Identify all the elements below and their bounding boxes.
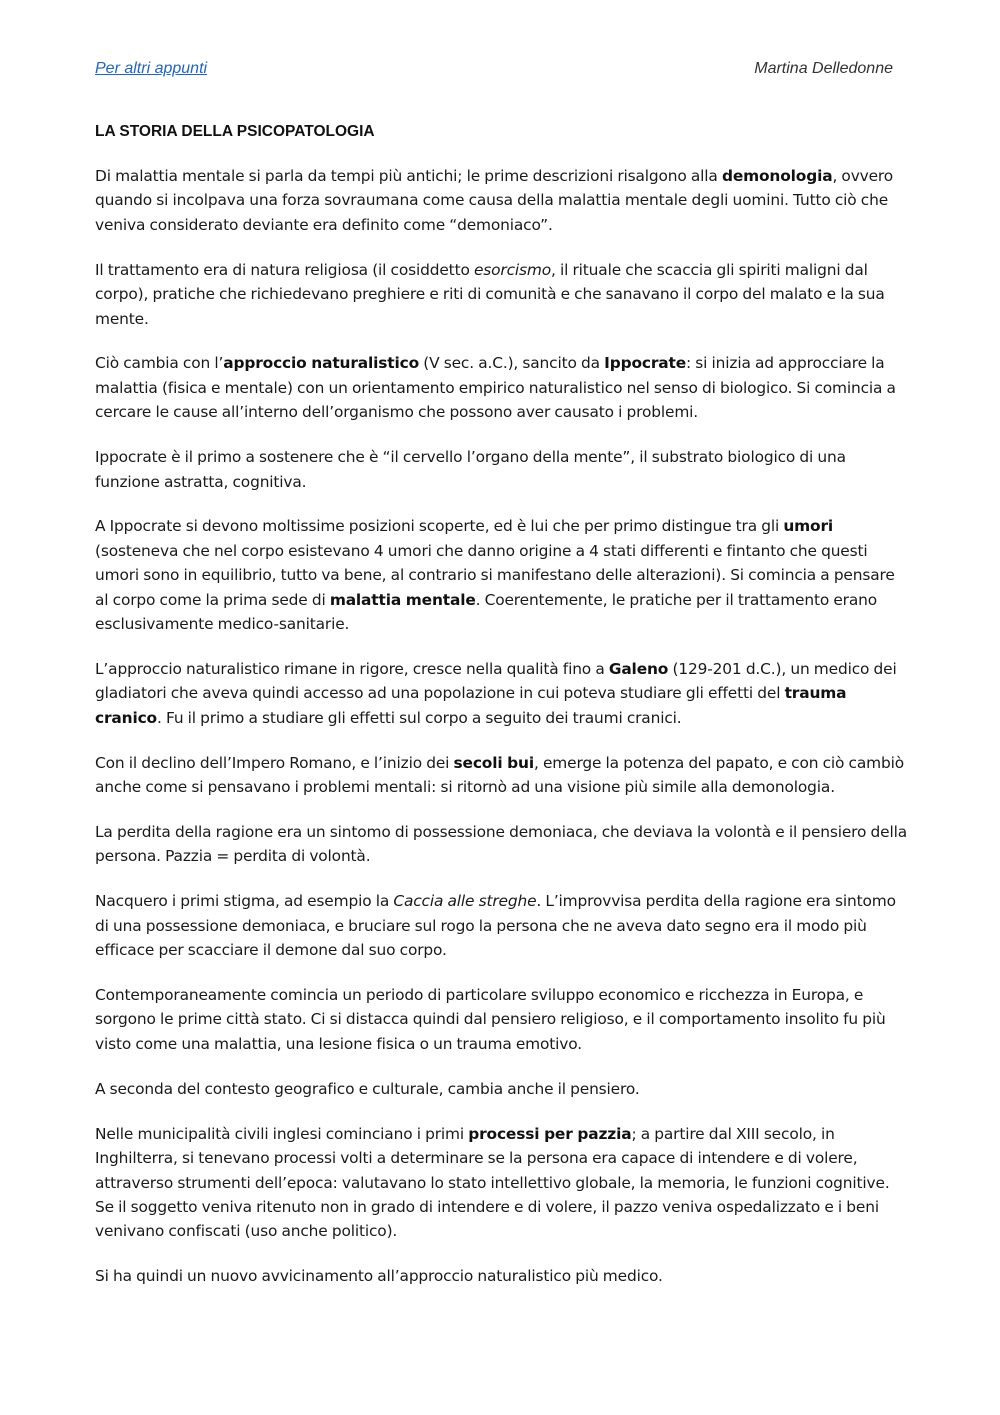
bold-term: malattia mentale — [329, 590, 476, 609]
text-run: Si ha quindi un nuovo avvicinamento all’approccio naturalistico più medico. — [95, 1267, 663, 1286]
paragraph — [95, 751, 910, 800]
bold-term: processi per pazzia — [468, 1124, 632, 1143]
paragraph — [95, 164, 910, 237]
bold-term: demonologia — [721, 167, 833, 185]
text-run: Di malattia mentale si parla da tempi più antichi; le prime descrizioni risalgono alla — [95, 167, 722, 185]
text-run: L’approccio naturalistico rimane in rigore, cresce nella qualità fino a — [95, 660, 609, 678]
other-notes-link[interactable]: Per altri appunti — [95, 60, 208, 77]
text-run: Il trattamento era di natura religiosa (il cosiddetto — [95, 260, 474, 279]
document-body — [95, 120, 910, 1309]
paragraph — [95, 351, 910, 424]
text-run: La perdita della ragione era un sintomo di possessione demoniaca, che deviava la volontà e il pensiero della persona. Pazzia = perdita di volontà. — [95, 823, 908, 866]
text-run: Ciò cambia con l’ — [95, 354, 224, 373]
text-run: : si inizia ad approcciare la malattia (fisica e mentale) con un orientamento empirico naturalistico nel senso di biologico. Si comincia a cercare le cause all’interno dell’organismo che possono aver causato i problemi. — [95, 354, 896, 422]
text-run: , emerge la potenza del papato, e con ciò cambiò anche come si pensavano i problemi mentali: si ritornò ad una visione più simile alla demonologia. — [95, 753, 904, 797]
paragraph-list — [95, 164, 910, 1289]
italic-term: Caccia alle streghe — [393, 892, 537, 911]
paragraph — [95, 258, 910, 331]
text-run: A seconda del contesto geografico e culturale, cambia anche il pensiero. — [95, 1079, 640, 1098]
paragraph — [95, 983, 910, 1056]
bold-term: approccio naturalistico — [223, 354, 419, 373]
bold-term: Ippocrate — [604, 354, 687, 373]
text-run: Nelle municipalità civili inglesi cominciano i primi — [95, 1124, 469, 1143]
paragraph — [95, 889, 910, 962]
author-name: Martina Delledonne — [754, 60, 893, 77]
page-header — [95, 60, 893, 84]
paragraph — [95, 1077, 910, 1101]
text-run: Nacquero i primi stigma, ad esempio la — [95, 892, 394, 911]
paragraph — [95, 820, 910, 869]
document-title: LA STORIA DELLA PSICOPATOLOGIA — [95, 123, 375, 140]
text-run: , il rituale che scaccia gli spiriti maligni dal corpo), pratiche che richiedevano preghiere e riti di comunità e che sanavano il corpo del malato e la sua mente. — [95, 260, 885, 328]
paragraph — [95, 1122, 910, 1244]
bold-term: umori — [783, 517, 834, 536]
text-run: ; a partire dal XIII secolo, in Inghilterra, si tenevano processi volti a determinare se la persona era capace di intendere e di volere, attraverso strumenti dell’epoca: valutavano lo stato intellettivo globale, la memoria, le funzioni cognitive. Se il soggetto veniva ritenuto non in grado di intendere e di volere, il pazzo veniva ospedalizzato e i beni venivano confiscati (uso anche politico). — [95, 1124, 890, 1241]
bold-term: Galeno — [608, 660, 669, 678]
text-run: . L’improvvisa perdita della ragione era sintomo di una possessione demoniaca, e bruciare sul rogo la persona che ne aveva dato segno era il modo più efficace per scacciare il demone dal suo corpo. — [95, 892, 896, 960]
paragraph — [95, 657, 910, 730]
text-run: Contemporaneamente comincia un periodo di particolare sviluppo economico e ricchezza in Europa, e sorgono le prime città stato. Ci si distacca quindi dal pensiero religioso, e il comportamento insolito fu più visto come una malattia, una lesione fisica o un trauma emotivo. — [95, 986, 886, 1053]
paragraph — [95, 445, 910, 494]
text-run: (sosteneva che nel corpo esistevano 4 umori che danno origine a 4 stati differenti e fintanto che questi umori sono in equilibrio, tutto va bene, al contrario si manifestano delle alterazioni). Si comincia a pensare al corpo come la prima sede di — [95, 541, 895, 609]
text-run: Con il declino dell’Impero Romano, e l’inizio dei — [95, 753, 454, 772]
text-run: A Ippocrate si devono moltissime posizioni scoperte, ed è lui che per primo distingue tra gli — [95, 517, 784, 536]
text-run: . Coerentemente, le pratiche per il trattamento erano esclusivamente medico-sanitarie. — [95, 590, 878, 634]
paragraph — [95, 1264, 910, 1288]
text-run: (V sec. a.C.), sancito da — [419, 354, 605, 373]
italic-term: esorcismo — [473, 260, 552, 279]
text-run: . Fu il primo a studiare gli effetti sul corpo a seguito dei traumi cranici. — [156, 708, 682, 727]
text-run: , ovvero quando si incolpava una forza sovraumana come causa della malattia mentale degli uomini. Tutto ciò che veniva considerato deviante era definito come “demoniaco”. — [95, 167, 894, 234]
text-run: (129-201 d.C.), un medico dei gladiatori che aveva quindi accesso ad una popolazione in cui poteva studiare gli effetti del — [95, 660, 897, 703]
text-run: Ippocrate è il primo a sostenere che è “il cervello l’organo della mente”, il substrato biologico di una funzione astratta, cognitiva. — [95, 448, 846, 491]
bold-term: trauma cranico — [95, 684, 847, 727]
bold-term: secoli bui — [453, 753, 534, 772]
paragraph — [95, 514, 910, 636]
